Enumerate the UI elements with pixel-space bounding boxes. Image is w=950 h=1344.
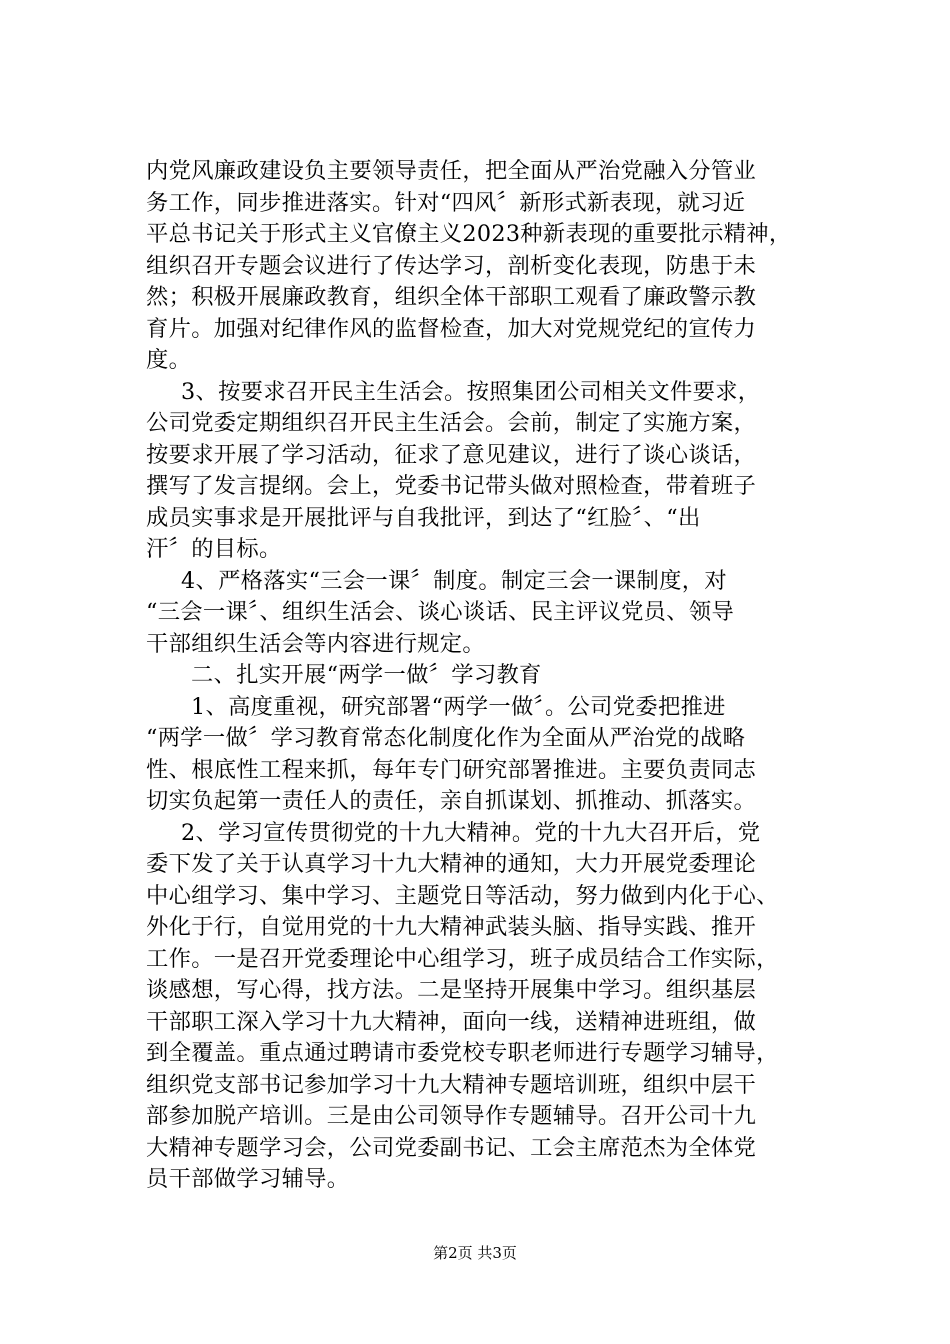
text-line: 切实负起第一责任人的责任，亲自抓谋划、抓推动、抓落实。 bbox=[146, 788, 757, 814]
text-line: 性、根底性工程来抓，每年专门研究部署推进。主要负责同志 bbox=[146, 756, 757, 783]
text-line: 二、扎实开展“两学一做〞学习教育 bbox=[191, 662, 542, 688]
text-line: 组织党支部书记参加学习十九大精神专题培训班，组织中层干 bbox=[146, 1071, 757, 1098]
text-line: 干部组织生活会等内容进行规定。 bbox=[146, 630, 485, 657]
text-line: 委下发了关于认真学习十九大精神的通知，大力开展党委理论 bbox=[146, 851, 757, 877]
text-line: 汗〞的目标。 bbox=[146, 536, 282, 562]
text-line: 育片。加强对纪律作风的监督检查，加大对党规党纪的宣传力 bbox=[146, 315, 757, 342]
text-line: 务工作，同步推进落实。针对“四风〞新形式新表现，就习近 bbox=[146, 189, 746, 216]
text-line: 组织召开专题会议进行了传达学习，剖析变化表现，防患于未 bbox=[146, 252, 757, 279]
text-line: “三会一课〞、组织生活会、谈心谈话、民主评议党员、领导 bbox=[146, 599, 735, 625]
text-line: 度。 bbox=[146, 347, 192, 373]
text-line: 3、按要求召开民主生活会。按照集团公司相关文件要求， bbox=[181, 378, 761, 405]
text-line: 撰写了发言提纲。会上，党委书记带头做对照检查，带着班子 bbox=[146, 473, 757, 499]
text-line: 中心组学习、集中学习、主题党日等活动，努力做到内化于心、 bbox=[146, 882, 779, 909]
text-line: 2、学习宣传贯彻党的十九大精神。党的十九大召开后，党 bbox=[181, 819, 761, 846]
text-line: 按要求开展了学习活动，征求了意见建议，进行了谈心谈话， bbox=[146, 441, 757, 468]
text-line: 然；积极开展廉政教育，组织全体干部职工观看了廉政警示教 bbox=[146, 284, 757, 310]
text-line: 外化于行，自觉用党的十九大精神武装头脑、指导实践、推开 bbox=[146, 914, 757, 940]
text-line: 成员实事求是开展批评与自我批评，到达了“红脸〞、“出 bbox=[146, 504, 701, 531]
text-line: “两学一做〞学习教育常态化制度化作为全面从严治党的战略 bbox=[146, 725, 746, 751]
text-line: 4、严格落实“三会一课〞制度。制定三会一课制度，对 bbox=[181, 567, 727, 594]
text-line: 大精神专题学习会，公司党委副书记、工会主席范杰为全体党 bbox=[146, 1134, 757, 1161]
text-line: 谈感想，写心得，找方法。二是坚持开展集中学习。组织基层 bbox=[146, 977, 757, 1003]
text-line: 工作。一是召开党委理论中心组学习，班子成员结合工作实际， bbox=[146, 945, 779, 972]
text-line: 干部职工深入学习十九大精神，面向一线，送精神进班组，做 bbox=[146, 1008, 757, 1035]
text-line: 部参加脱产培训。三是由公司领导作专题辅导。召开公司十九 bbox=[146, 1103, 757, 1129]
text-line: 1、高度重视，研究部署“两学一做〞。公司党委把推进 bbox=[191, 693, 726, 720]
document-body bbox=[146, 156, 836, 1196]
text-line: 公司党委定期组织召开民主生活会。会前，制定了实施方案， bbox=[146, 410, 757, 436]
page-number-footer: 第2页 共3页 bbox=[433, 1244, 517, 1262]
text-line: 平总书记关于形式主义官僚主义2023种新表现的重要批示精神， bbox=[146, 221, 792, 247]
text-line: 内党风廉政建设负主要领导责任，把全面从严治党融入分管业 bbox=[146, 158, 757, 184]
text-line: 员干部做学习辅导。 bbox=[146, 1166, 350, 1192]
text-line: 到全覆盖。重点通过聘请市委党校专职老师进行专题学习辅导， bbox=[146, 1040, 779, 1066]
